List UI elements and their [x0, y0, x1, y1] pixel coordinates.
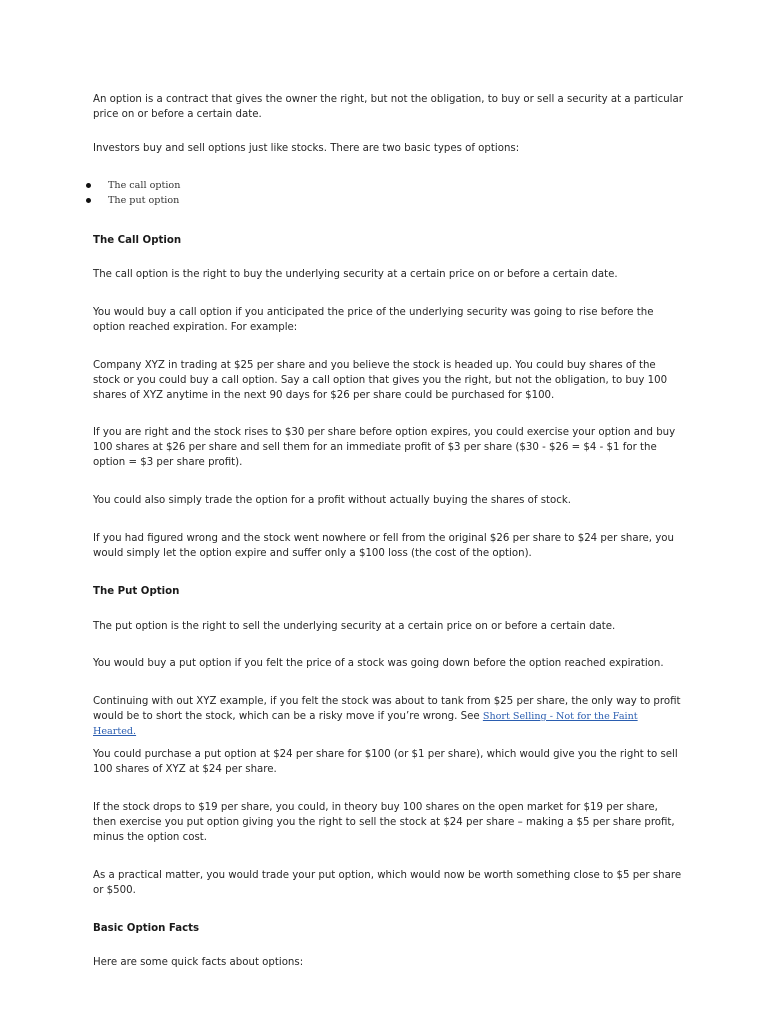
intro-paragraph-2: Investors buy and sell options just like stocks. There are two basic types of options: — [93, 143, 520, 154]
call-paragraph-5: You could also simply trade the option for a profit without actually buying the shares of stock. — [93, 495, 571, 506]
call-option-heading: The Call Option — [93, 235, 182, 246]
put-paragraph-6: As a practical matter, you would trade your put option, which would now be worth something close to $5 per share or $500. — [93, 870, 682, 896]
put-paragraph-4: You could purchase a put option at $24 per share for $100 (or $1 per share), which would give you the right to sell 100 shares of XYZ at $24 per share. — [93, 749, 678, 775]
call-paragraph-3: Company XYZ in trading at $25 per share and you believe the stock is headed up. You could buy shares of the stock or you could buy a call option. Say a call option that gives you the right, but not the obligation, to buy 100 shares of XYZ anytime in the next 90 days for $26 per share could be purchased for $100. — [93, 360, 668, 401]
call-paragraph-2: You would buy a call option if you anticipated the price of the underlying security was going to rise before the option reached expiration. For example: — [93, 307, 654, 333]
put-paragraph-5: If the stock drops to $19 per share, you could, in theory buy 100 shares on the open market for $19 per share, then exercise you put option giving you the right to sell the stock at $24 per share – making a $5 per share profit, minus the option cost. — [93, 802, 675, 843]
short-selling-link[interactable]: Short Selling - Not for the Faint Hearted. — [93, 711, 638, 737]
put-paragraph-1: The put option is the right to sell the underlying security at a certain price on or before a certain date. — [93, 621, 616, 632]
put-paragraph-3 — [93, 694, 683, 739]
option-facts-heading: Basic Option Facts — [93, 923, 200, 934]
call-paragraph-1: The call option is the right to buy the underlying security at a certain price on or before a certain date. — [93, 269, 618, 280]
list-item-label: The put option — [108, 195, 180, 206]
facts-paragraph-1: Here are some quick facts about options: — [93, 957, 304, 968]
put-paragraph-3-text: Continuing with out XYZ example, if you felt the stock was about to tank from $25 per share, the only way to profit would be to short the stock, which can be a risky move if you’re wrong. See — [93, 696, 681, 722]
put-option-heading: The Put Option — [93, 586, 180, 597]
bullet-icon — [86, 198, 91, 203]
bullet-icon — [86, 183, 91, 188]
call-paragraph-4: If you are right and the stock rises to $30 per share before option expires, you could exercise your option and buy 100 shares at $26 per share and sell them for an immediate profit of $3 per share ($30 - $26 = $4 - $1 for the option = $3 per share profit). — [93, 427, 676, 468]
list-item-label: The call option — [108, 180, 181, 191]
put-paragraph-2: You would buy a put option if you felt the price of a stock was going down before the option reached expiration. — [93, 658, 664, 669]
intro-paragraph-1: An option is a contract that gives the owner the right, but not the obligation, to buy or sell a security at a particular price on or before a certain date. — [93, 94, 683, 120]
call-paragraph-6: If you had figured wrong and the stock went nowhere or fell from the original $26 per share to $24 per share, you would simply let the option expire and suffer only a $100 loss (the cost of the option). — [93, 533, 674, 559]
